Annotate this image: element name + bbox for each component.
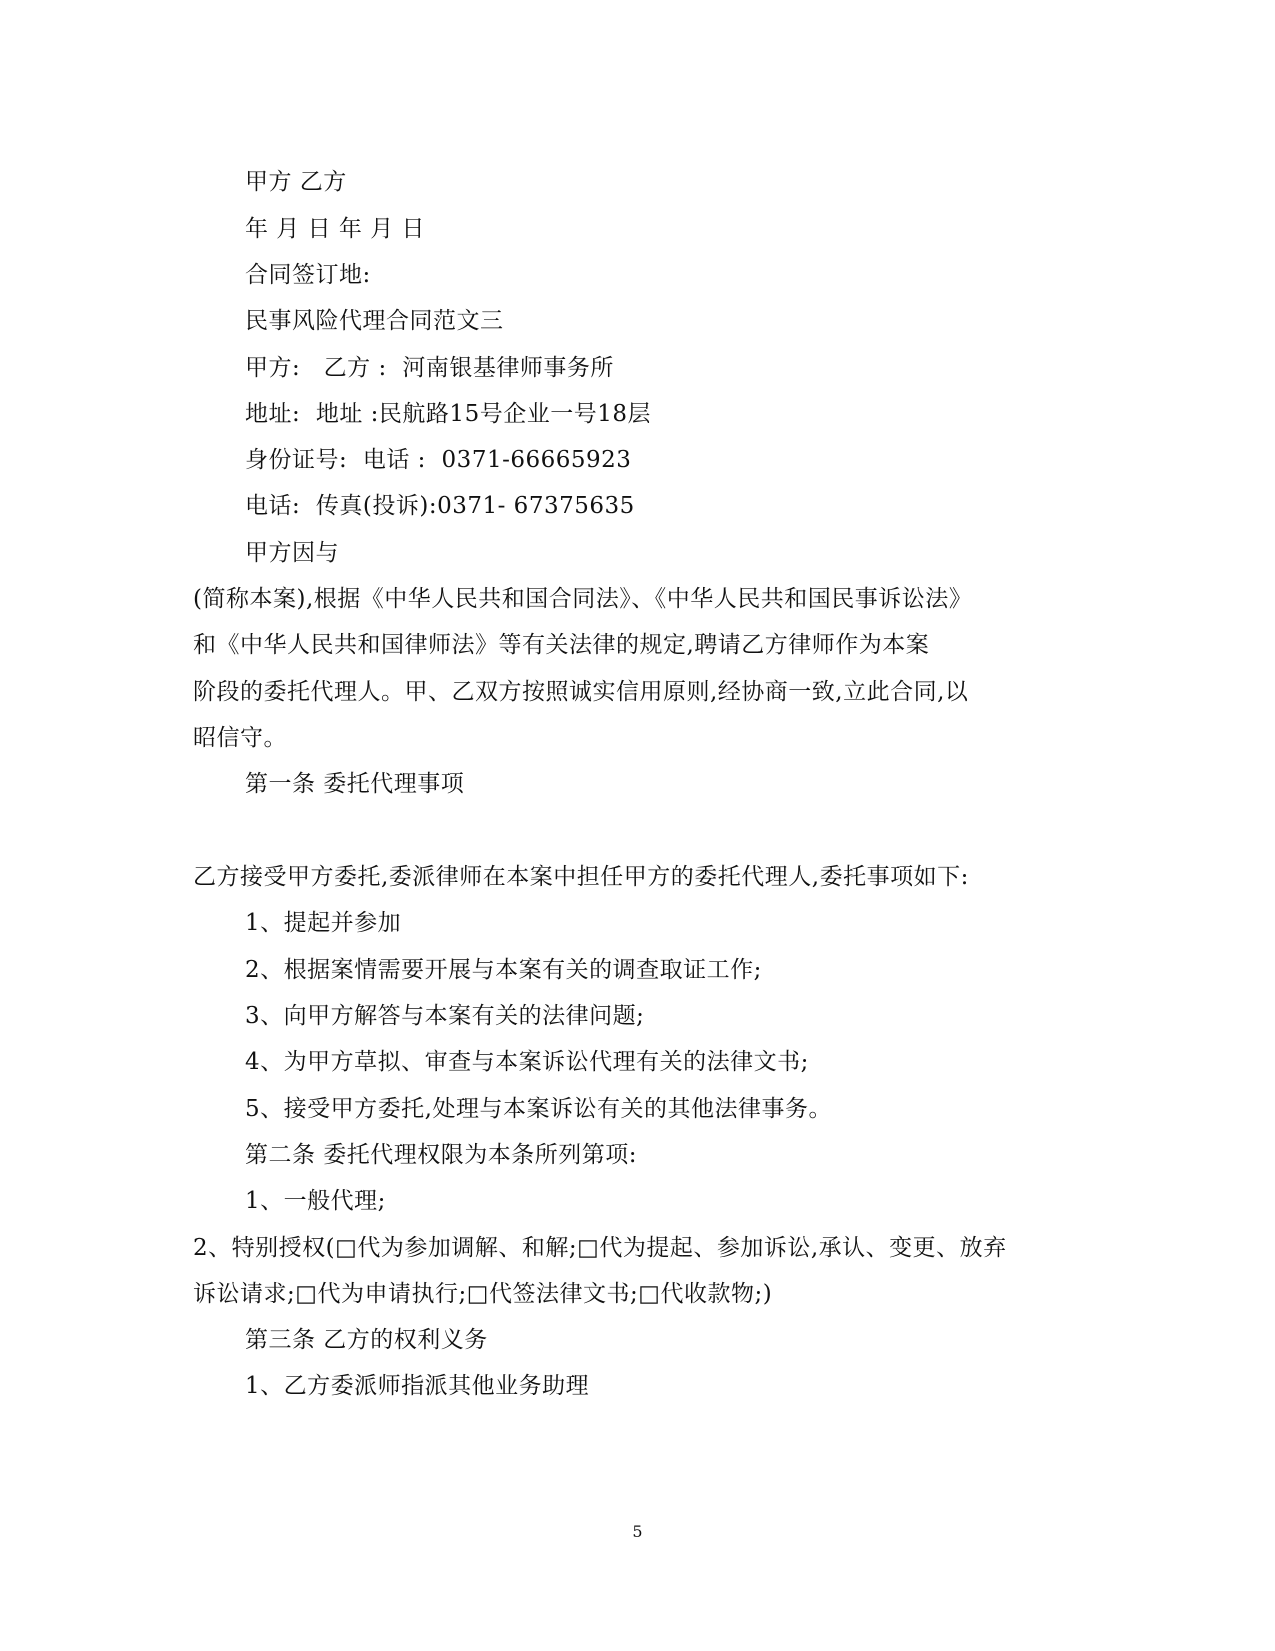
paragraph-line: 甲方因与 [245, 540, 339, 566]
page-number: 5 [632, 1522, 643, 1541]
article-heading: 第一条 委托代理事项 [245, 771, 465, 797]
signature-date-line: 年 月 日 年 月 日 [245, 216, 426, 242]
list-item: 2、特别授权(□代为参加调解、和解;□代为提起、参加诉讼,承认、变更、放弃 [193, 1235, 1007, 1261]
signature-parties-line: 甲方 乙方 [245, 169, 347, 195]
list-item: 1、乙方委派师指派其他业务助理 [245, 1373, 590, 1399]
address-line: 地址: 地址 :民航路15号企业一号18层 [245, 401, 651, 427]
list-item: 3、向甲方解答与本案有关的法律问题; [245, 1003, 645, 1029]
paragraph-line: 昭信守。 [193, 725, 287, 751]
list-item: 1、一般代理; [245, 1188, 386, 1214]
paragraph-line: 诉讼请求;□代为申请执行;□代签法律文书;□代收款物;) [193, 1281, 773, 1307]
section-title: 民事风险代理合同范文三 [245, 308, 504, 334]
paragraph-line: (简称本案),根据《中华人民共和国合同法》、《中华人民共和国民事诉讼法》 [193, 586, 973, 612]
list-item: 4、为甲方草拟、审查与本案诉讼代理有关的法律文书; [245, 1049, 809, 1075]
article-heading: 第三条 乙方的权利义务 [245, 1327, 488, 1353]
paragraph-line: 阶段的委托代理人。甲、乙双方按照诚实信用原则,经协商一致,立此合同,以 [193, 679, 969, 705]
list-item: 2、根据案情需要开展与本案有关的调查取证工作; [245, 957, 762, 983]
article-heading: 第二条 委托代理权限为本条所列第项: [245, 1142, 638, 1168]
phone-fax-line: 电话: 传真(投诉):0371- 67375635 [245, 493, 635, 519]
list-item: 5、接受甲方委托,处理与本案诉讼有关的其他法律事务。 [245, 1096, 832, 1122]
id-phone-line: 身份证号: 电话 : 0371-66665923 [245, 447, 632, 473]
signing-place-line: 合同签订地: [245, 262, 371, 288]
list-item: 1、提起并参加 [245, 910, 402, 936]
paragraph-line: 和《中华人民共和国律师法》等有关法律的规定,聘请乙方律师作为本案 [193, 632, 930, 658]
paragraph-line: 乙方接受甲方委托,委派律师在本案中担任甲方的委托代理人,委托事项如下: [193, 864, 969, 890]
party-line: 甲方: 乙方 : 河南银基律师事务所 [245, 355, 614, 381]
